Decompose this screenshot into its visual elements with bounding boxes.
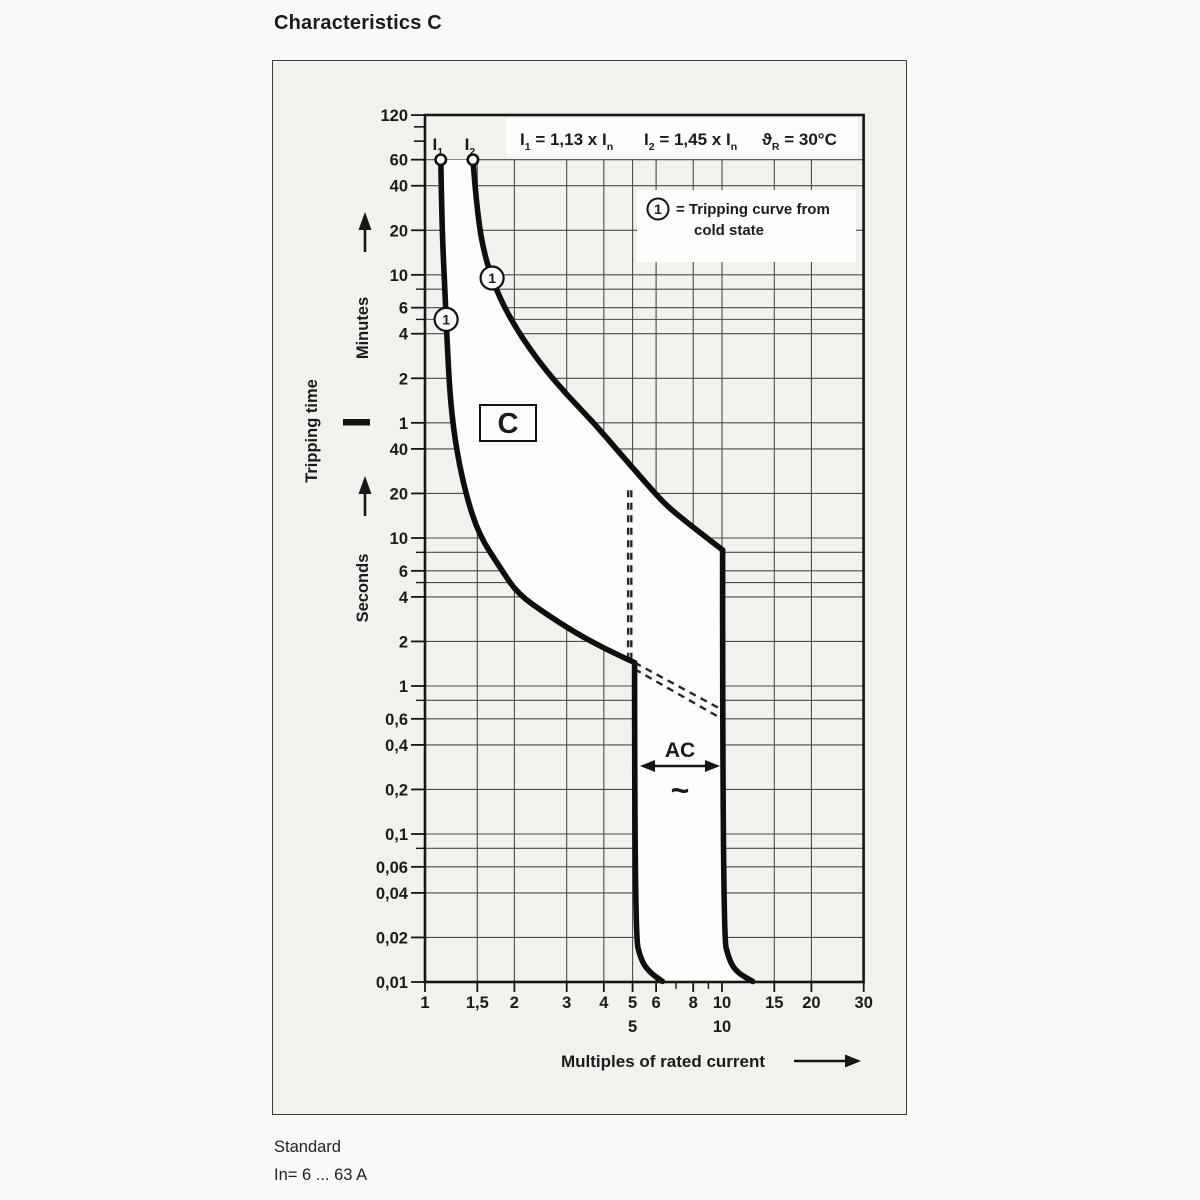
x-secondary-label: 10 — [712, 1018, 732, 1036]
y-tick-label: 6 — [398, 562, 408, 581]
y-tick-label: 10 — [389, 530, 408, 548]
y-tick-label: 0,2 — [385, 781, 408, 800]
y-tick-label: 1 — [398, 414, 408, 433]
y-tick-label: 1 — [398, 678, 408, 696]
cold-state-marker-number: 1 — [442, 311, 451, 328]
y-axis-title: Tripping time — [303, 379, 321, 483]
y-axis-seconds-label: Seconds — [354, 553, 372, 623]
x-tick-label: 2 — [509, 994, 519, 1012]
y-tick-label: 20 — [389, 222, 408, 241]
y-tick-label: 0,6 — [385, 710, 408, 729]
curve-current-label: $I_2$ — [464, 135, 476, 158]
minutes-seconds-divider — [343, 419, 370, 426]
y-tick-label: 20 — [389, 485, 408, 504]
x-tick-label: 4 — [599, 994, 609, 1012]
curve-current-label: $I_1$ — [432, 135, 444, 158]
cold-state-marker-number: 1 — [488, 270, 496, 287]
y-tick-label: 40 — [389, 440, 408, 459]
y-tick-label: 2 — [398, 370, 408, 389]
y-tick-label: 0,1 — [385, 826, 408, 844]
legend-line-1: = Tripping curve from — [676, 201, 830, 218]
formula-text: $I_1 = 1,13$ x $I_n$ — [520, 130, 614, 153]
formula-text: $I_2 = 1,45$ x $I_n$ — [644, 130, 738, 153]
x-tick-label: 1,5 — [465, 994, 489, 1012]
y-tick-label: 120 — [380, 107, 408, 126]
x-tick-label: 1 — [420, 994, 430, 1012]
ac-tilde-symbol: ~ — [670, 772, 690, 808]
x-tick-label: 30 — [854, 994, 873, 1012]
x-secondary-label: 5 — [628, 1018, 638, 1036]
y-tick-label: 0,01 — [375, 974, 408, 992]
y-tick-label: 2 — [398, 633, 408, 652]
x-tick-label: 15 — [765, 994, 784, 1012]
y-tick-label: 60 — [389, 151, 408, 170]
y-tick-label: 40 — [389, 177, 408, 196]
x-axis-title: Multiples of rated current — [560, 1052, 766, 1071]
x-tick-label: 10 — [712, 994, 732, 1012]
tripping-curve-2-cold-state — [723, 550, 753, 981]
y-tick-label: 10 — [389, 266, 408, 285]
y-tick-label: 6 — [398, 299, 408, 318]
y-tick-label: 0,4 — [385, 736, 408, 755]
y-tick-label: 0,02 — [375, 929, 408, 948]
footer-standard-label: Standard — [274, 1138, 341, 1156]
x-tick-label: 6 — [651, 994, 661, 1012]
chart-footer — [274, 1133, 367, 1189]
y-axis-minutes-label: Minutes — [354, 296, 372, 360]
y-tick-label: 0,06 — [375, 858, 408, 877]
x-tick-label: 8 — [688, 994, 698, 1012]
ac-label: AC — [664, 739, 696, 762]
region-label-c: C — [497, 408, 519, 440]
page-title: Characteristics C — [274, 12, 442, 34]
x-tick-label: 3 — [562, 994, 572, 1012]
y-tick-label: 0,04 — [375, 884, 408, 903]
x-tick-label: 20 — [802, 994, 821, 1012]
legend-symbol-number: 1 — [654, 201, 662, 217]
y-tick-label: 4 — [398, 325, 408, 344]
legend-line-2: cold state — [694, 222, 765, 239]
y-tick-label: 4 — [398, 588, 408, 607]
x-tick-label: 5 — [628, 994, 638, 1012]
footer-rated-current-range: In= 6 ... 63 A — [274, 1166, 368, 1184]
formula-text: $ϑ_R = 30^\circ C$ — [762, 130, 837, 153]
